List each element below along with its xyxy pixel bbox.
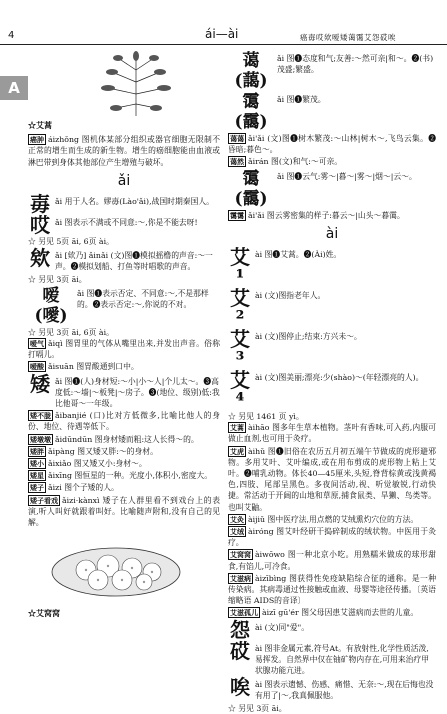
- char-entry: [228, 286, 436, 331]
- char-entry: [228, 169, 436, 209]
- entry-tag: 艾虎: [230, 446, 244, 456]
- headchar: 唉: [230, 675, 250, 700]
- char-text: ài (文)同"爱"。: [255, 622, 310, 632]
- char-entry-ai: [28, 371, 220, 410]
- entry: [228, 514, 436, 525]
- entry-text: ǎi'ǎi (文)图❶树木繁茂:～山林|树木～,飞鸟云集。❷昏暗;暮色～。: [228, 134, 436, 155]
- entry-tag: 矮子: [30, 483, 44, 493]
- entry: [28, 434, 220, 445]
- entry-tag: 艾滋病: [230, 573, 251, 583]
- headchar: 蔼(藹): [234, 51, 268, 91]
- char-text: ài (文)图停止;结束:方兴未～。: [255, 332, 362, 342]
- char-text: ǎi 用于人名。嫪毐(Lào'ǎi),战国时期秦国人。: [55, 197, 214, 207]
- cross-ref: ☆ 另见 3页 āi。: [28, 274, 87, 284]
- char-text: ǎi 图❶态度和气;友善:～然可亲|和～。❷(书)茂盛;繁盛。: [277, 54, 434, 75]
- char-text: ài (文)图美丽;漂亮:少(shào)～(年轻漂亮的人)。: [255, 373, 424, 383]
- entry-tag: 矮子看戏: [30, 495, 58, 505]
- entry-tag: 艾绒: [230, 527, 244, 537]
- entry: [28, 470, 220, 481]
- char-entry: [28, 286, 220, 326]
- entry: [28, 361, 220, 372]
- page-header: [0, 0, 447, 46]
- entry: [228, 607, 436, 618]
- entry-text: àijiǔ 图中医疗法,用点燃的艾绒熏灼穴位的方法。: [248, 514, 419, 524]
- entry-text: ǎixīng 图恒星的一种。光度小,体积小,密度大。: [48, 471, 213, 481]
- entry-text: ǎisuān 图胃酸通到口中。: [48, 362, 139, 372]
- cross-ref: ☆ 另见 1461 页 yì。: [228, 412, 304, 422]
- entry-aizhong: [28, 134, 220, 168]
- char-entry: [28, 213, 220, 238]
- char-entry: [228, 617, 436, 642]
- headchar: 矮: [30, 371, 50, 396]
- entry: [228, 422, 436, 444]
- char-entry: [28, 248, 220, 272]
- char-text: ǎi 图❶繁茂。: [277, 95, 326, 104]
- entry-tag: 矮墩墩: [30, 434, 51, 444]
- left-column: [28, 50, 220, 622]
- char-entry: [228, 368, 436, 413]
- section-pinyin-ai3: ǎi: [117, 172, 131, 189]
- entry-tag: 艾蒿: [230, 423, 244, 433]
- headchar: 艾³: [230, 327, 250, 372]
- entry-tag: 矮星: [30, 471, 44, 481]
- entry-text: ǎipàng 图又矮又胖:～的身材。: [48, 446, 158, 456]
- entry-tag: 矮不胧: [30, 411, 51, 421]
- headchar: 毐: [30, 192, 50, 217]
- char-text: ǎi 图❶表示否定、不同意:～,不是那样的。❷表示否定:～,你说的不对。: [77, 288, 209, 310]
- entry-tag: 嗳酸: [30, 362, 44, 372]
- char-entry: [228, 677, 436, 701]
- entry-text: àizībìng 图获得性免疫缺陷综合征的通称。是一种传染病。其病毒通过性接触或血液、母婴等途径传播。〔英语缩略语 AIDS的音译〕: [228, 573, 436, 606]
- entry-text: ǎirán 图(文)和气:～可亲。: [248, 157, 343, 167]
- headchar: 怨: [230, 617, 250, 642]
- page-number: 4: [8, 30, 15, 41]
- headchar: 艾⁴: [230, 368, 250, 413]
- entry-tag: 矮胖: [30, 446, 44, 456]
- entry-text: àiróng 图艾叶经研干捣碎制成的绒状物。中医用于灸疗。: [228, 527, 436, 548]
- entry: [28, 458, 220, 469]
- letter-tab: A: [0, 76, 28, 100]
- right-column: [228, 50, 436, 714]
- entry-tag: 蔼蔼: [230, 134, 244, 143]
- char-entry: [228, 51, 436, 91]
- entry-text: àihǔ 图❶旧俗在农历五月初五端午节做成的虎形避邪物。多用艾叶、艾叶编成,或在用布剪成的虎形物上粘上艾叶。❷哺乳动物。体长40—45厘米,头短,脊背棕黄或浅黄褐色,四肢、尾部呈黑色。多夜间活动,视、听觉敏锐,行动快捷。常活动于开阔的山地和草原,捕食鼠类、旱獭、鸟类等。也叫艾鼬。: [228, 446, 436, 512]
- pinyin-range: ái—ài: [205, 27, 239, 41]
- entry-tag: 艾灸: [230, 514, 244, 524]
- headchar: 艾²: [230, 286, 250, 331]
- entry-tag: 癌肿: [30, 135, 44, 145]
- section-pinyin-ai4: ài: [325, 225, 339, 242]
- entry: [228, 549, 436, 571]
- headchar: 嗳(噯): [34, 285, 68, 326]
- headword-list: 癌毐哎欸嗳矮蔼霭艾怨砹唉: [300, 33, 396, 42]
- headchar: 哎: [30, 213, 50, 238]
- entry: [228, 156, 436, 167]
- entry: [228, 446, 436, 513]
- entry-tag: 蔼然: [230, 157, 244, 167]
- char-entry: [228, 327, 436, 372]
- entry: [28, 482, 220, 493]
- entry-text: ǎiqì 图胃里的气体从嘴里出来,并发出声音。俗称打嗝儿。: [28, 339, 220, 360]
- entry-tag: 艾滋孤儿: [230, 608, 258, 618]
- headchar: 霭(靄): [234, 168, 268, 209]
- entry-text: àihāo 图多年生草本植物。茎叶有香味,可入药,内服可做止血剂,也可用于灸疗。: [228, 423, 436, 444]
- entry-text: àiwōwo 图一种北京小吃。用熟糯米做成的球形甜食,有馅儿,可冷食。: [228, 550, 436, 571]
- char-text: ǎi 图❶(人)身材短:～小|小～人|个儿太～。❸高度低:～墙|～板凳|～房子。❸(地位、级别)低:我比他哥～一年级。: [55, 376, 220, 409]
- entry: [28, 338, 220, 360]
- entry: [28, 495, 220, 529]
- entry-text: ǎizi 图个子矮的人。: [48, 483, 119, 493]
- headchar: 艾¹: [230, 245, 250, 290]
- entry-tag: 嗳气: [30, 339, 44, 349]
- entry-text: ǎi'ǎi 图云雾密集的样子:暮云～|山头～暮霭。: [248, 210, 405, 220]
- char-text: ài (文)图指老年人。: [255, 291, 326, 301]
- entry: [228, 210, 436, 221]
- cross-ref: ☆ 另见 3页 āi, 6页 ài。: [28, 327, 114, 337]
- artemisia-illustration: [78, 50, 196, 118]
- entry-text: àizī gū'ér 图父母因患艾滋病而去世的儿童。: [262, 608, 419, 618]
- char-entry: [228, 92, 436, 132]
- char-text: ài 图表示遗憾、伤感、痛惜、无奈:～,现在后悔也没有用了|～,我真佩服他。: [255, 680, 434, 701]
- entry-text: ǎizi·kànxì 矮子在人群里看不到戏台上的表演,听人叫好就跟着叫好。比喻随声附和,没有自己的见解。: [28, 495, 220, 528]
- cross-ref: ☆ 另见 5页 āi, 6页 ài。: [28, 237, 114, 247]
- headchar: 砹: [230, 638, 250, 663]
- char-text: ài 图非金属元素,符号At。有放射性,化学性质活泼,易挥发。自然界中仅在铀矿物内存在,可用来治疗甲状腺功能亢进。: [255, 643, 430, 676]
- entry: [228, 133, 436, 155]
- entry-text: ǎixiǎo 图又矮又小:身材～。: [48, 459, 147, 469]
- entry: [28, 410, 220, 432]
- entry-text: ǎidūndūn 图身材矮而粗:这人长得～的。: [55, 434, 199, 444]
- entry-text: ǎibanjié (口)比对方低微多,比喻比他人的身份、地位、待遇等低下。: [28, 411, 220, 432]
- char-text: ài 图❶艾蒿。❷(Ài)姓。: [255, 250, 342, 260]
- char-text: ǎi 图❶云气:雾～|暮～|雾～|烟～|云～。: [277, 171, 417, 181]
- entry: [228, 526, 436, 548]
- entry-tag: 霭霭: [230, 210, 244, 220]
- entry-text: áizhǒng 图机体某部分组织或器官细胞无限制不正常的增生而生成的新生物。增生的癌细胞能由血液或淋巴带到身体其他部位产生增殖与破坏。: [28, 135, 220, 167]
- bottom-figure-caption: ☆艾窝窝: [28, 608, 60, 619]
- entry: [228, 573, 436, 607]
- aiwowo-illustration: [46, 536, 186, 606]
- char-entry: [28, 192, 220, 217]
- entry-tag: 艾窝窝: [230, 550, 251, 560]
- char-entry: [228, 245, 436, 290]
- char-text: ǎi [欸乃] ǎinǎi (文)图❶模拟摇橹的声音:～一声。❷模拟划船、打鱼等时唱歌的声音。: [55, 251, 213, 272]
- char-entry: [228, 638, 436, 677]
- headchar: 欸: [30, 246, 50, 271]
- header-rule: [0, 44, 447, 45]
- entry-tag: 矮小: [30, 459, 44, 469]
- figure-caption: ☆艾蒿: [28, 120, 52, 130]
- cross-ref: ☆ 另见 3页 āi。: [228, 703, 287, 713]
- entry: [28, 446, 220, 457]
- headchar: 霭(靄): [234, 92, 268, 132]
- char-text: ǎi 图表示不满或不同意:～,你是不能去呀!: [55, 218, 198, 228]
